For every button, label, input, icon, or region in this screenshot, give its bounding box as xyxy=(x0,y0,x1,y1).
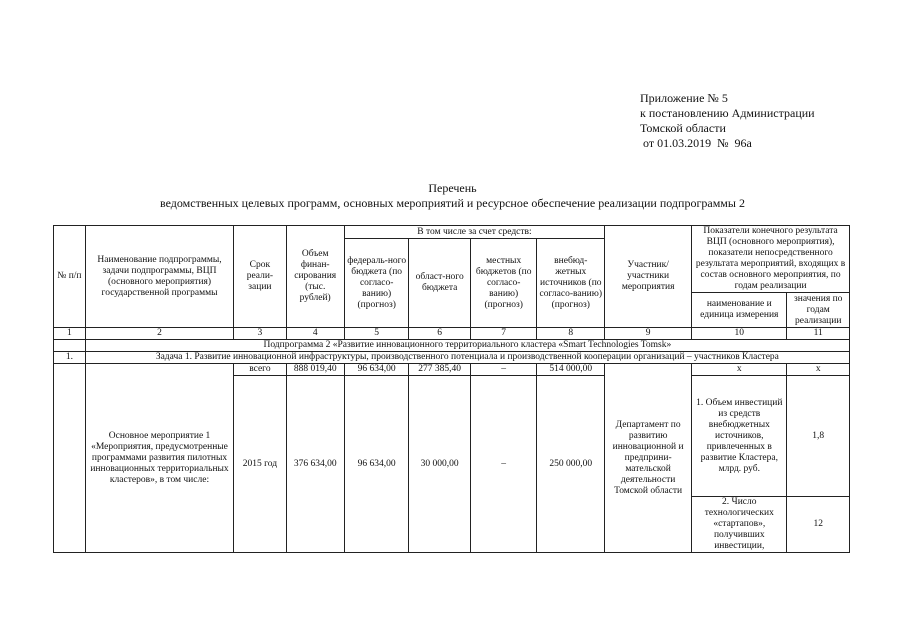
header-regional: област-ного бюджета xyxy=(409,239,470,328)
header-extra: внебюд-жетных источников (по согласо-ванию) (прогноз) xyxy=(537,239,605,328)
local-2015: – xyxy=(470,376,537,553)
task-title: Задача 1. Развитие инновационной инфраструктуры, производственного потенциала и производственной кооперации организаций – участников Кластера xyxy=(85,352,849,364)
annex-line-1: Приложение № 5 xyxy=(640,91,728,105)
task-number: 1. xyxy=(54,352,86,364)
extra-2015: 250 000,00 xyxy=(537,376,605,553)
volume-2015: 376 634,00 xyxy=(286,376,344,553)
activity-name: Основное мероприятие 1 «Мероприятия, предусмотренные программами развития пилотных инновационных территориальных кластеров», в том числе: xyxy=(85,364,234,553)
term-2015: 2015 год xyxy=(234,376,286,553)
local-total: – xyxy=(470,364,537,376)
indicator-value-2: 12 xyxy=(787,497,850,553)
extra-total: 514 000,00 xyxy=(537,364,605,376)
regional-2015: 30 000,00 xyxy=(409,376,470,553)
col-number: 8 xyxy=(537,328,605,340)
header-ind-values: значения по годам реализации xyxy=(787,293,850,328)
header-volume: Объем финан-сирования (тыс. рублей) xyxy=(286,226,344,328)
annex-line-3: Томской области xyxy=(640,121,726,135)
header-term: Срок реали-зации xyxy=(234,226,286,328)
col-number: 7 xyxy=(470,328,537,340)
task-row xyxy=(54,352,850,364)
col-number: 6 xyxy=(409,328,470,340)
subprogram-title: Подпрограмма 2 «Развитие инновационного территориального кластера «Smart Technologies Tomsk» xyxy=(85,340,849,352)
federal-2015: 96 634,00 xyxy=(344,376,409,553)
col-number: 3 xyxy=(234,328,286,340)
document-subtitle: ведомственных целевых программ, основных мероприятий и ресурсное обеспечение реализации подпрограммы 2 xyxy=(160,196,745,210)
header-local: местных бюджетов (по согласо-ванию) (прогноз) xyxy=(470,239,537,328)
indicator-name-1: 1. Объем инвестиций из средств внебюджетных источников, привлеченных в развитие Кластера, млрд. руб. xyxy=(692,376,787,497)
federal-total: 96 634,00 xyxy=(344,364,409,376)
indicator-value-1: 1,8 xyxy=(787,376,850,497)
col-number: 4 xyxy=(286,328,344,340)
program-table xyxy=(53,225,850,553)
col-number: 2 xyxy=(85,328,234,340)
indicator-name-2: 2. Число технологических «стартапов», получивших инвестиции, xyxy=(692,497,787,553)
col-number: 5 xyxy=(344,328,409,340)
header-participant: Участник/ участники мероприятия xyxy=(605,226,692,328)
volume-total: 888 019,40 xyxy=(286,364,344,376)
activity-total-row xyxy=(54,364,850,376)
annex-line-2: к постановлению Администрации xyxy=(640,106,815,120)
col-number: 11 xyxy=(787,328,850,340)
col-number: 1 xyxy=(54,328,86,340)
header-name: Наименование подпрограммы, задачи подпрограммы, ВЦП (основного мероприятия) государственной программы xyxy=(85,226,234,328)
subprogram-row xyxy=(54,340,850,352)
indicator-value-total: x xyxy=(787,364,850,376)
term-total: всего xyxy=(234,364,286,376)
regional-total: 277 385,40 xyxy=(409,364,470,376)
header-including: В том числе за счет средств: xyxy=(344,226,604,239)
column-numbers-row xyxy=(54,328,850,340)
col-number: 9 xyxy=(605,328,692,340)
header-federal: федераль-ного бюджета (по согласо-ванию) (прогноз) xyxy=(344,239,409,328)
header-ind-name: наименование и единица измерения xyxy=(692,293,787,328)
annex-block xyxy=(640,91,815,151)
activity-participant: Департамент по развитию инновационной и предприни-мательской деятельности Томской области xyxy=(605,364,692,553)
header-num: № п/п xyxy=(54,226,86,328)
header-indicators: Показатели конечного результата ВЦП (основного мероприятия), показатели непосредственного результата мероприятий, входящих в состав основного мероприятия, по годам реализации xyxy=(692,226,850,293)
indicator-name-total: x xyxy=(692,364,787,376)
annex-line-4: от 01.03.2019 № 96а xyxy=(640,136,752,150)
document-title: Перечень xyxy=(428,181,477,195)
col-number: 10 xyxy=(692,328,787,340)
